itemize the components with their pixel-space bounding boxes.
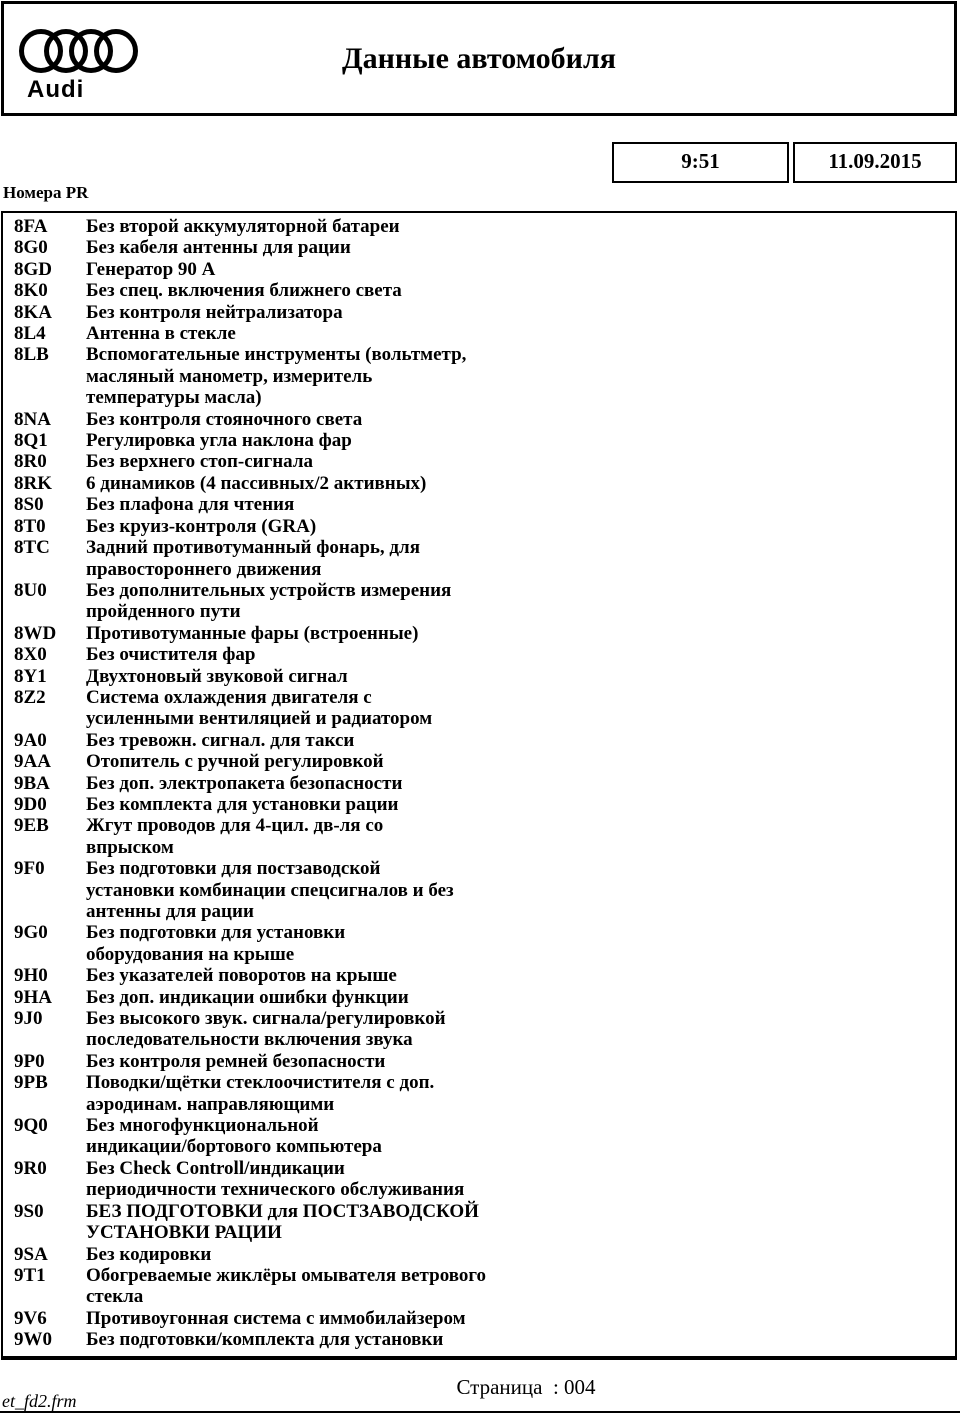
pr-description xyxy=(86,751,955,772)
pr-description-line: Без кодировки xyxy=(86,1243,212,1265)
pr-description-line: Без высокого звук. сигнала/регулировкой xyxy=(86,1008,446,1030)
list-item xyxy=(3,773,955,794)
pr-code: 9BA xyxy=(14,772,50,794)
pr-code: 8U0 xyxy=(14,579,47,601)
pr-description-line: Генератор 90 А xyxy=(86,258,216,280)
list-item xyxy=(3,537,955,580)
pr-code: 9D0 xyxy=(14,793,47,815)
pr-description xyxy=(86,1051,955,1072)
pr-description-line: УСТАНОВКИ РАЦИИ xyxy=(86,1222,282,1244)
pr-code: 8L4 xyxy=(14,323,46,345)
brand-label: Audi xyxy=(27,76,85,103)
pr-description xyxy=(86,922,955,965)
list-item xyxy=(3,430,955,451)
list-item xyxy=(3,794,955,815)
pr-code: 9V6 xyxy=(14,1307,47,1329)
list-item xyxy=(3,1329,955,1350)
pr-description xyxy=(86,1201,955,1244)
pr-description-line: Без указателей поворотов на крыше xyxy=(86,965,397,987)
list-item xyxy=(3,987,955,1008)
bottom-rule xyxy=(0,1411,960,1413)
pr-description-line: антенны для рации xyxy=(86,901,254,922)
pr-code: 9Q0 xyxy=(14,1115,48,1137)
pr-description-line: Без многофункциональной xyxy=(86,1115,319,1137)
pr-code: 8NA xyxy=(14,408,51,430)
pr-description-line: Регулировка угла наклона фар xyxy=(86,430,352,452)
pr-description xyxy=(86,1265,955,1308)
list-item xyxy=(3,280,955,301)
pr-description-line: Обогреваемые жиклёры омывателя ветрового xyxy=(86,1264,487,1286)
pr-description-line: стекла xyxy=(86,1286,144,1308)
pr-description-line: БЕЗ ПОДГОТОВКИ для ПОСТЗАВОДСКОЙ xyxy=(86,1200,479,1222)
pr-description xyxy=(86,1158,955,1201)
pr-list xyxy=(1,211,957,1360)
pr-code: 9J0 xyxy=(14,1008,43,1030)
pr-description-line: аэродинам. направляющими xyxy=(86,1093,335,1115)
pr-code: 9A0 xyxy=(14,729,47,751)
pr-description-line: масляный манометр, измеритель xyxy=(86,365,373,387)
pr-description xyxy=(86,473,955,494)
pr-description xyxy=(86,858,955,922)
pr-description xyxy=(86,259,955,280)
pr-code: 8TC xyxy=(14,537,50,559)
pr-description xyxy=(86,1008,955,1051)
pr-code: 8K0 xyxy=(14,280,48,302)
pr-code: 8X0 xyxy=(14,644,47,666)
pr-description-line: Без плафона для чтения xyxy=(86,494,295,516)
pr-description-line: правостороннего движения xyxy=(86,558,322,580)
list-item xyxy=(3,494,955,515)
pr-description-line: Без подготовки для постзаводской xyxy=(86,858,381,880)
list-item xyxy=(3,1201,955,1244)
list-item xyxy=(3,1265,955,1308)
list-item xyxy=(3,473,955,494)
pr-description-line: впрыском xyxy=(86,836,174,858)
list-item xyxy=(3,259,955,280)
pr-description-line: Система охлаждения двигателя с xyxy=(86,686,372,708)
pr-description-line: Без контроля ремней безопасности xyxy=(86,1050,386,1072)
pr-description-line: Вспомогательные инструменты (вольтметр, xyxy=(86,344,467,366)
pr-description xyxy=(86,451,955,472)
list-item xyxy=(3,623,955,644)
pr-code: 9H0 xyxy=(14,965,48,987)
pr-code: 9T1 xyxy=(14,1264,46,1286)
pr-description-line: Противотуманные фары (встроенные) xyxy=(86,622,419,644)
pr-code: 9R0 xyxy=(14,1157,47,1179)
pr-description xyxy=(86,623,955,644)
pr-description-line: последовательности включения звука xyxy=(86,1029,413,1051)
list-item xyxy=(3,644,955,665)
list-item xyxy=(3,687,955,730)
pr-description-line: усиленными вентиляцией и радиатором xyxy=(86,708,433,730)
pr-description-line: Поводки/щётки стеклоочистителя с доп. xyxy=(86,1072,435,1094)
pr-code: 9W0 xyxy=(14,1329,52,1351)
pr-code: 8KA xyxy=(14,301,52,323)
page-title: Данные автомобиля xyxy=(341,42,617,75)
list-item xyxy=(3,1051,955,1072)
pr-description xyxy=(86,1072,955,1115)
pr-description xyxy=(86,302,955,323)
list-item xyxy=(3,1308,955,1329)
pr-description-line: периодичности технического обслуживания xyxy=(86,1179,465,1201)
list-item xyxy=(3,751,955,772)
pr-description xyxy=(86,794,955,815)
pr-description-line: Без очистителя фар xyxy=(86,644,256,666)
pr-description-line: Без круиз-контроля (GRA) xyxy=(86,515,317,537)
pr-description xyxy=(86,280,955,301)
pr-code: 8WD xyxy=(14,622,57,644)
pr-code: 8G0 xyxy=(14,237,48,259)
list-item xyxy=(3,451,955,472)
list-item xyxy=(3,1158,955,1201)
list-item xyxy=(3,1072,955,1115)
list-item xyxy=(3,922,955,965)
pr-description-line: Без подготовки для установки xyxy=(86,922,346,944)
pr-description xyxy=(86,1329,955,1350)
pr-description-line: Без контроля нейтрализатора xyxy=(86,301,343,323)
pr-code: 9F0 xyxy=(14,858,45,880)
pr-description xyxy=(86,537,955,580)
list-item xyxy=(3,580,955,623)
list-item xyxy=(3,237,955,258)
pr-description-line: Противоугонная система с иммобилайзером xyxy=(86,1307,466,1329)
pr-code: 9AA xyxy=(14,751,51,773)
pr-code: 9PB xyxy=(14,1072,48,1094)
pr-description-line: оборудования на крыше xyxy=(86,943,295,965)
pr-description-line: Без кабеля антенны для рации xyxy=(86,237,351,259)
pr-description xyxy=(86,494,955,515)
pr-description xyxy=(86,815,955,858)
pr-description xyxy=(86,216,955,237)
pr-code: 8Q1 xyxy=(14,430,48,452)
pr-description-line: Без доп. электропакета безопасности xyxy=(86,772,403,794)
pr-description xyxy=(86,1115,955,1158)
pr-description xyxy=(86,1244,955,1265)
pr-description xyxy=(86,409,955,430)
pr-description xyxy=(86,666,955,687)
list-item xyxy=(3,666,955,687)
pr-code: 8T0 xyxy=(14,515,46,537)
pr-code: 8FA xyxy=(14,216,48,237)
pr-code: 9HA xyxy=(14,986,52,1008)
pr-code: 8RK xyxy=(14,472,52,494)
pr-description-line: Без спец. включения ближнего света xyxy=(86,280,402,302)
pr-code: 9P0 xyxy=(14,1050,45,1072)
list-item xyxy=(3,216,955,237)
pr-description xyxy=(86,430,955,451)
pr-description xyxy=(86,1308,955,1329)
pr-description-line: Без тревожн. сигнал. для такси xyxy=(86,729,355,751)
form-name: et_fd2.frm xyxy=(2,1391,77,1411)
pr-description-line: Без доп. индикации ошибки функции xyxy=(86,986,409,1008)
pr-code: 9G0 xyxy=(14,922,48,944)
pr-description xyxy=(86,730,955,751)
list-item xyxy=(3,323,955,344)
pr-description-line: Задний противотуманный фонарь, для xyxy=(86,537,420,559)
pr-description-line: Без верхнего стоп-сигнала xyxy=(86,451,313,473)
date-cell: 11.09.2015 xyxy=(793,142,957,183)
pr-description-line: Двухтоновый звуковой сигнал xyxy=(86,665,348,687)
list-item xyxy=(3,409,955,430)
pr-description-line: Без дополнительных устройств измерения xyxy=(86,579,452,601)
pr-code: 8S0 xyxy=(14,494,44,516)
section-label-pr-numbers: Номера PR xyxy=(3,183,89,202)
pr-description xyxy=(86,687,955,730)
pr-code: 8Y1 xyxy=(14,665,47,687)
pr-code: 8LB xyxy=(14,344,49,366)
pr-description-line: температуры масла) xyxy=(86,387,262,409)
pr-description-line: пройденного пути xyxy=(86,601,241,623)
pr-description xyxy=(86,237,955,258)
pr-code: 9EB xyxy=(14,815,49,837)
pr-description-line: Без Check Controll/индикации xyxy=(86,1157,345,1179)
pr-description-line: установки комбинации спецсигналов и без xyxy=(86,879,454,901)
list-item xyxy=(3,1244,955,1265)
pr-description xyxy=(86,580,955,623)
pr-description-line: Без второй аккумуляторной батареи xyxy=(86,216,400,237)
list-item xyxy=(3,965,955,986)
pr-description-line: Без контроля стояночного света xyxy=(86,408,363,430)
pr-description-line: индикации/бортового компьютера xyxy=(86,1136,382,1158)
page-number: Страница : 004 xyxy=(456,1375,596,1399)
pr-description xyxy=(86,773,955,794)
list-item xyxy=(3,516,955,537)
pr-description-line: Жгут проводов для 4-цил. дв-ля со xyxy=(86,815,384,837)
pr-description-line: Отопитель с ручной регулировкой xyxy=(86,751,384,773)
pr-description-line: Антенна в стекле xyxy=(86,323,236,345)
pr-description xyxy=(86,344,955,408)
pr-description-line: Без подготовки/комплекта для установки xyxy=(86,1329,444,1351)
list-item xyxy=(3,730,955,751)
pr-description xyxy=(86,965,955,986)
pr-code: 8R0 xyxy=(14,451,47,473)
pr-code: 9SA xyxy=(14,1243,48,1265)
list-item xyxy=(3,1008,955,1051)
list-item xyxy=(3,1115,955,1158)
list-item xyxy=(3,858,955,922)
pr-description xyxy=(86,323,955,344)
list-item xyxy=(3,344,955,408)
time-cell: 9:51 xyxy=(612,142,789,183)
list-item xyxy=(3,302,955,323)
pr-code: 8GD xyxy=(14,258,52,280)
pr-description xyxy=(86,516,955,537)
pr-description xyxy=(86,987,955,1008)
pr-description-line: 6 динамиков (4 пассивных/2 активных) xyxy=(86,472,427,494)
header-box xyxy=(1,1,957,116)
list-item xyxy=(3,815,955,858)
pr-code: 8Z2 xyxy=(14,686,46,708)
pr-code: 9S0 xyxy=(14,1200,44,1222)
pr-description-line: Без комплекта для установки рации xyxy=(86,793,399,815)
pr-description xyxy=(86,644,955,665)
